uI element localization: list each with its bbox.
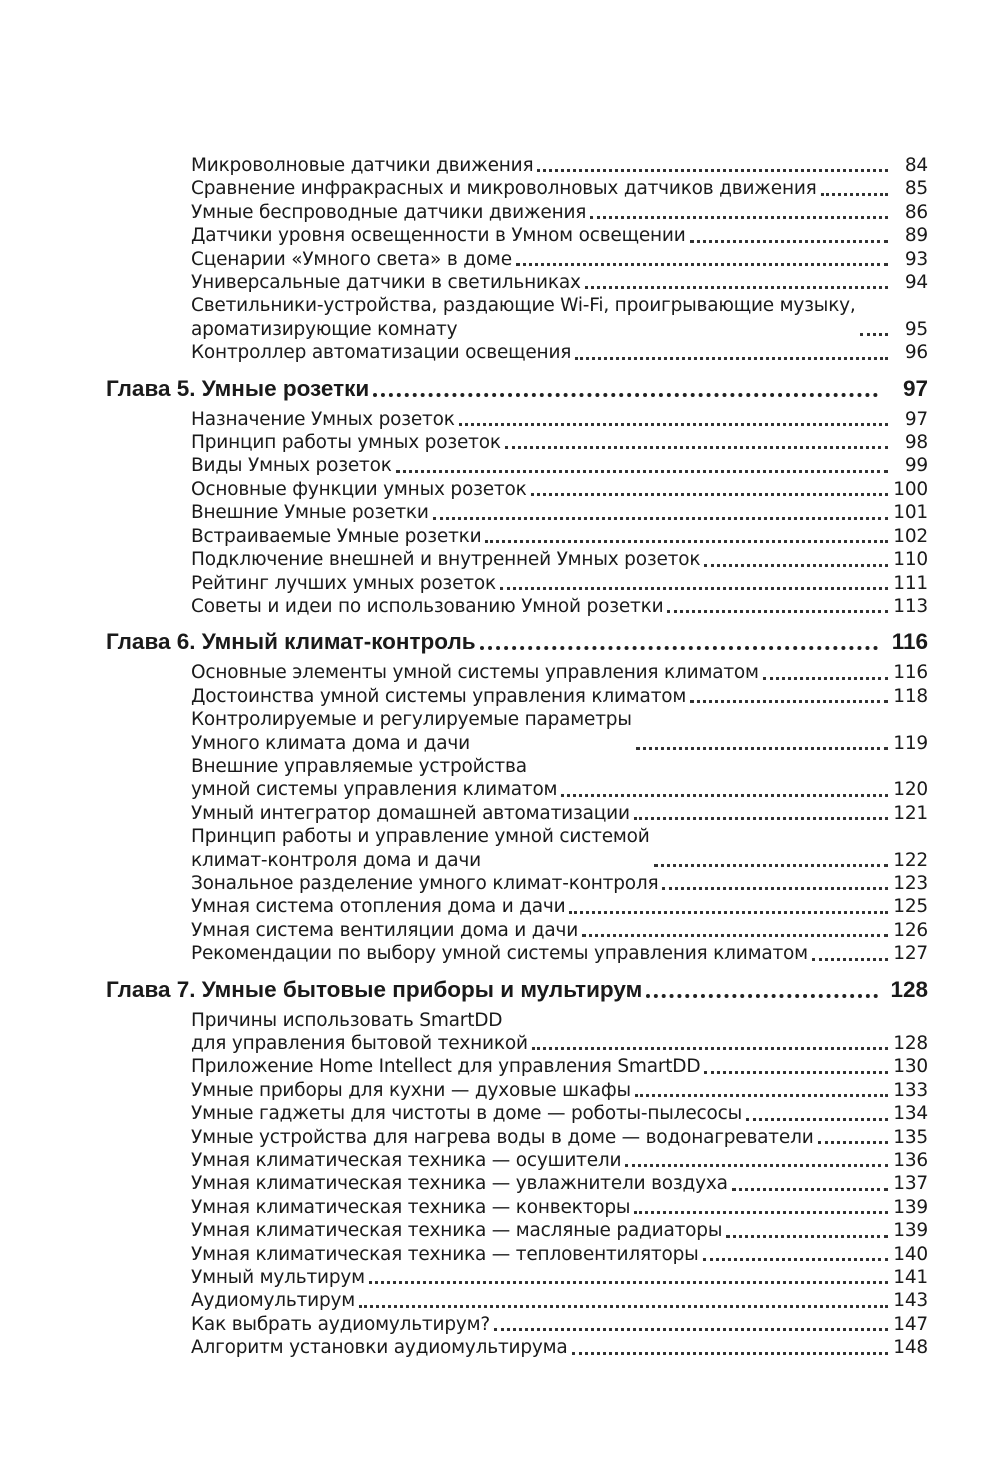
- dot-leader: [369, 1271, 888, 1284]
- toc-entry-page-number: 116: [891, 629, 928, 655]
- dot-leader: [532, 1037, 888, 1050]
- dot-leader: [704, 1061, 888, 1074]
- toc-entry-page-number: 123: [893, 872, 928, 894]
- dot-leader: [763, 667, 888, 680]
- toc-entry-page-number: 139: [893, 1196, 928, 1218]
- toc-entry-title: Основные элементы умной системы управления климатом: [191, 662, 759, 684]
- dot-leader: [359, 1295, 888, 1308]
- dot-leader: [485, 530, 888, 543]
- toc-section-entry[interactable]: [106, 895, 928, 918]
- toc-entry-title: Умные гаджеты для чистоты в доме — роботы-пылесосы: [191, 1103, 742, 1125]
- toc-entry-title: Как выбрать аудиомультирум?: [191, 1313, 491, 1335]
- toc-section-entry[interactable]: [106, 201, 928, 224]
- toc-entry-title: Встраиваемые Умные розетки: [191, 525, 482, 547]
- dot-leader: [625, 1154, 888, 1167]
- toc-entry-page-number: 97: [902, 375, 928, 401]
- dot-leader: [480, 634, 878, 650]
- dot-leader: [690, 230, 888, 243]
- toc-entry-page-number: 94: [904, 272, 928, 294]
- toc-section-entry[interactable]: [106, 1009, 928, 1056]
- toc-entry-page-number: 120: [893, 779, 928, 801]
- toc-entry-title: Умный мультирум: [191, 1267, 365, 1289]
- toc-entry-title: Виды Умных розеток: [191, 455, 392, 477]
- dot-leader: [703, 1248, 888, 1261]
- toc-entry-title: Умная климатическая техника — масляные радиаторы: [191, 1220, 723, 1242]
- toc-entry-title: Внешние управляемые устройства умной системы управления климатом: [191, 755, 558, 801]
- dot-leader: [373, 381, 878, 397]
- toc-entry-title: Приложение Home Intellect для управления SmartDD: [191, 1056, 701, 1078]
- toc-entry-page-number: 122: [893, 849, 928, 871]
- toc-section-entry[interactable]: [106, 1126, 928, 1149]
- dot-leader: [821, 183, 888, 196]
- toc-section-entry[interactable]: [106, 1172, 928, 1195]
- toc-section-entry[interactable]: [106, 942, 928, 965]
- toc-entry-page-number: 96: [904, 342, 928, 364]
- toc-entry-title: Умная климатическая техника — тепловентиляторы: [191, 1243, 699, 1265]
- toc-entry-page-number: 139: [893, 1220, 928, 1242]
- toc-entry-page-number: 140: [893, 1243, 928, 1265]
- dot-leader: [636, 737, 888, 750]
- toc-section-entry[interactable]: [106, 919, 928, 942]
- toc-entry-title: Причины использовать SmartDD для управления бытовой техникой: [191, 1009, 528, 1054]
- toc-entry-page-number: 99: [904, 455, 928, 477]
- dot-leader: [726, 1225, 888, 1238]
- toc-entry-title: Глава 6. Умный климат-контроль: [106, 629, 476, 655]
- toc-section-entry[interactable]: [106, 1079, 928, 1102]
- toc-entry-page-number: 84: [904, 155, 928, 176]
- dot-leader: [662, 877, 888, 890]
- toc-section-entry[interactable]: [106, 802, 928, 825]
- dot-leader: [572, 1342, 888, 1355]
- toc-entry-title: Глава 7. Умные бытовые приборы и мультирум: [106, 976, 643, 1002]
- toc-section-entry[interactable]: [106, 1336, 928, 1359]
- dot-leader: [459, 413, 888, 426]
- dot-leader: [746, 1108, 888, 1121]
- toc-entry-page-number: 93: [904, 248, 928, 270]
- dot-leader: [516, 253, 888, 266]
- dot-leader: [732, 1178, 888, 1191]
- toc-entry-page-number: 110: [893, 549, 928, 571]
- toc-section-entry[interactable]: [106, 661, 928, 684]
- toc-section-entry[interactable]: [106, 224, 928, 247]
- dot-leader: [582, 924, 888, 937]
- toc-section-entry[interactable]: [106, 1289, 928, 1312]
- toc-entry-title: Рейтинг лучших умных розеток: [191, 572, 496, 594]
- toc-entry-title: Алгоритм установки аудиомультирума: [191, 1337, 568, 1359]
- toc-section-entry[interactable]: [106, 685, 928, 708]
- toc-entry-page-number: 85: [904, 178, 928, 200]
- toc-entry-page-number: 148: [893, 1337, 928, 1359]
- dot-leader: [704, 554, 888, 567]
- toc-entry-page-number: 126: [893, 919, 928, 941]
- toc-entry-page-number: 133: [893, 1079, 928, 1101]
- toc-entry-page-number: 113: [893, 595, 928, 617]
- toc-entry-title: Умная система вентиляции дома и дачи: [191, 919, 579, 941]
- toc-entry-title: Умная климатическая техника — увлажнители воздуха: [191, 1173, 728, 1195]
- toc-section-entry[interactable]: [106, 1243, 928, 1266]
- toc-entry-title: Датчики уровня освещенности в Умном освещении: [191, 225, 686, 247]
- toc-section-entry[interactable]: [106, 572, 928, 595]
- toc-section-entry[interactable]: [106, 1266, 928, 1289]
- toc-section-entry[interactable]: [106, 1219, 928, 1242]
- toc-entry-title: Достоинства умной системы управления климатом: [191, 685, 687, 707]
- toc-entry-title: Умные приборы для кухни — духовые шкафы: [191, 1079, 631, 1101]
- dot-leader: [561, 784, 888, 797]
- toc-entry-title: Умные беспроводные датчики движения: [191, 201, 587, 223]
- toc-section-entry[interactable]: [106, 595, 928, 618]
- dot-leader: [433, 507, 888, 520]
- toc-entry-page-number: 101: [893, 502, 928, 524]
- toc-entry-page-number: 95: [904, 318, 928, 340]
- toc-section-entry[interactable]: [106, 755, 928, 802]
- dot-leader: [500, 577, 888, 590]
- dot-leader: [634, 807, 888, 820]
- toc-entry-title: Умные устройства для нагрева воды в доме — водонагреватели: [191, 1126, 814, 1148]
- toc-entry-page-number: 143: [893, 1290, 928, 1312]
- toc-entry-title: Умная климатическая техника — конвекторы: [191, 1196, 631, 1218]
- toc-section-entry[interactable]: [106, 478, 928, 501]
- toc-entry-page-number: 102: [893, 525, 928, 547]
- toc-entry-page-number: 137: [893, 1173, 928, 1195]
- toc-section-entry[interactable]: [106, 1313, 928, 1336]
- toc-section-entry[interactable]: [106, 271, 928, 294]
- dot-leader: [634, 1201, 888, 1214]
- dot-leader: [569, 901, 888, 914]
- toc-entry-title: Умная климатическая техника — осушители: [191, 1150, 622, 1172]
- toc-entry-title: Рекомендации по выбору умной системы управления климатом: [191, 943, 808, 965]
- toc-entry-page-number: 128: [893, 1033, 928, 1054]
- toc-entry-page-number: 147: [893, 1313, 928, 1335]
- toc-entry-title: Микроволновые датчики движения: [191, 155, 534, 176]
- toc-entry-page-number: 130: [893, 1056, 928, 1078]
- toc-section-entry[interactable]: [106, 177, 928, 200]
- toc-entry-title: Светильники-устройства, раздающие Wi-Fi, проигрывающие музыку, ароматизирующие комнату: [191, 295, 856, 340]
- toc-chapter-entry[interactable]: [106, 627, 928, 656]
- toc-entry-title: Принцип работы и управление умной системой климат-контроля дома и дачи: [191, 826, 650, 871]
- dot-leader: [575, 347, 888, 360]
- toc-section-entry[interactable]: [106, 1102, 928, 1125]
- toc-entry-title: Универсальные датчики в светильниках: [191, 272, 581, 294]
- toc-section-entry[interactable]: [106, 341, 928, 364]
- toc-section-entry[interactable]: [106, 708, 928, 755]
- toc-entry-page-number: 98: [904, 432, 928, 454]
- toc-entry-title: Сравнение инфракрасных и микроволновых датчиков движения: [191, 178, 817, 200]
- toc-section-entry[interactable]: [106, 1055, 928, 1078]
- toc-entry-page-number: 141: [893, 1267, 928, 1289]
- toc-section-entry[interactable]: [106, 1196, 928, 1219]
- dot-leader: [667, 600, 888, 613]
- dot-leader: [818, 1131, 888, 1144]
- dot-leader: [812, 948, 888, 961]
- toc-entry-title: Контролируемые и регулируемые параметры Умного климата дома и дачи: [191, 709, 632, 754]
- toc-chapter-entry[interactable]: [106, 374, 928, 403]
- dot-leader: [690, 690, 888, 703]
- toc-entry-page-number: 89: [904, 225, 928, 247]
- toc-section-entry[interactable]: [106, 431, 928, 454]
- toc-section-entry[interactable]: [106, 1149, 928, 1172]
- toc-section-entry[interactable]: [106, 548, 928, 571]
- toc-entry-title: Аудиомультирум: [191, 1290, 356, 1312]
- toc-entry-page-number: 116: [893, 662, 928, 684]
- toc-section-entry[interactable]: [106, 154, 928, 177]
- toc-entry-title: Основные функции умных розеток: [191, 478, 527, 500]
- dot-leader: [531, 483, 888, 496]
- toc-section-entry[interactable]: [106, 248, 928, 271]
- toc-entry-title: Принцип работы умных розеток: [191, 432, 501, 454]
- toc-entry-title: Советы и идеи по использованию Умной розетки: [191, 595, 664, 617]
- toc-entry-page-number: 111: [893, 572, 928, 594]
- toc-entry-page-number: 121: [893, 802, 928, 824]
- toc-section-entry[interactable]: [106, 408, 928, 431]
- toc-entry-page-number: 125: [893, 896, 928, 918]
- toc-entry-title: Глава 5. Умные розетки: [106, 375, 370, 401]
- dot-leader: [585, 276, 888, 289]
- toc-entry-page-number: 97: [904, 408, 928, 430]
- toc-entry-title: Умный интегратор домашней автоматизации: [191, 802, 630, 824]
- toc-section-entry[interactable]: [106, 525, 928, 548]
- toc-section-entry[interactable]: [106, 294, 928, 341]
- toc-entry-page-number: 100: [893, 478, 928, 500]
- toc-entry-title: Контроллер автоматизации освещения: [191, 342, 572, 364]
- toc-chapter-entry[interactable]: [106, 975, 928, 1004]
- toc-entry-title: Умная система отопления дома и дачи: [191, 896, 566, 918]
- toc-section-entry[interactable]: [106, 454, 928, 477]
- toc-entry-page-number: 134: [893, 1103, 928, 1125]
- dot-leader: [635, 1084, 888, 1097]
- toc-section-entry[interactable]: [106, 501, 928, 524]
- toc-entry-page-number: 136: [893, 1150, 928, 1172]
- dot-leader: [505, 436, 888, 449]
- toc-entry-page-number: 118: [893, 685, 928, 707]
- toc-entry-page-number: 86: [904, 201, 928, 223]
- dot-leader: [396, 460, 888, 473]
- dot-leader: [654, 854, 888, 867]
- toc-entry-title: Подключение внешней и внутренней Умных розеток: [191, 549, 701, 571]
- table-of-contents: [106, 154, 928, 1360]
- toc-entry-title: Назначение Умных розеток: [191, 408, 455, 430]
- toc-entry-page-number: 127: [893, 943, 928, 965]
- toc-section-entry[interactable]: [106, 872, 928, 895]
- toc-entry-title: Зональное разделение умного климат-контроля: [191, 872, 659, 894]
- toc-entry-page-number: 128: [890, 976, 928, 1002]
- dot-leader: [537, 159, 888, 172]
- toc-entry-title: Внешние Умные розетки: [191, 502, 429, 524]
- dot-leader: [590, 206, 888, 219]
- dot-leader: [860, 323, 888, 336]
- dot-leader: [494, 1318, 888, 1331]
- toc-entry-page-number: 119: [893, 732, 928, 754]
- toc-entry-page-number: 135: [893, 1126, 928, 1148]
- dot-leader: [646, 982, 878, 998]
- toc-section-entry[interactable]: [106, 825, 928, 872]
- toc-entry-title: Сценарии «Умного света» в доме: [191, 248, 512, 270]
